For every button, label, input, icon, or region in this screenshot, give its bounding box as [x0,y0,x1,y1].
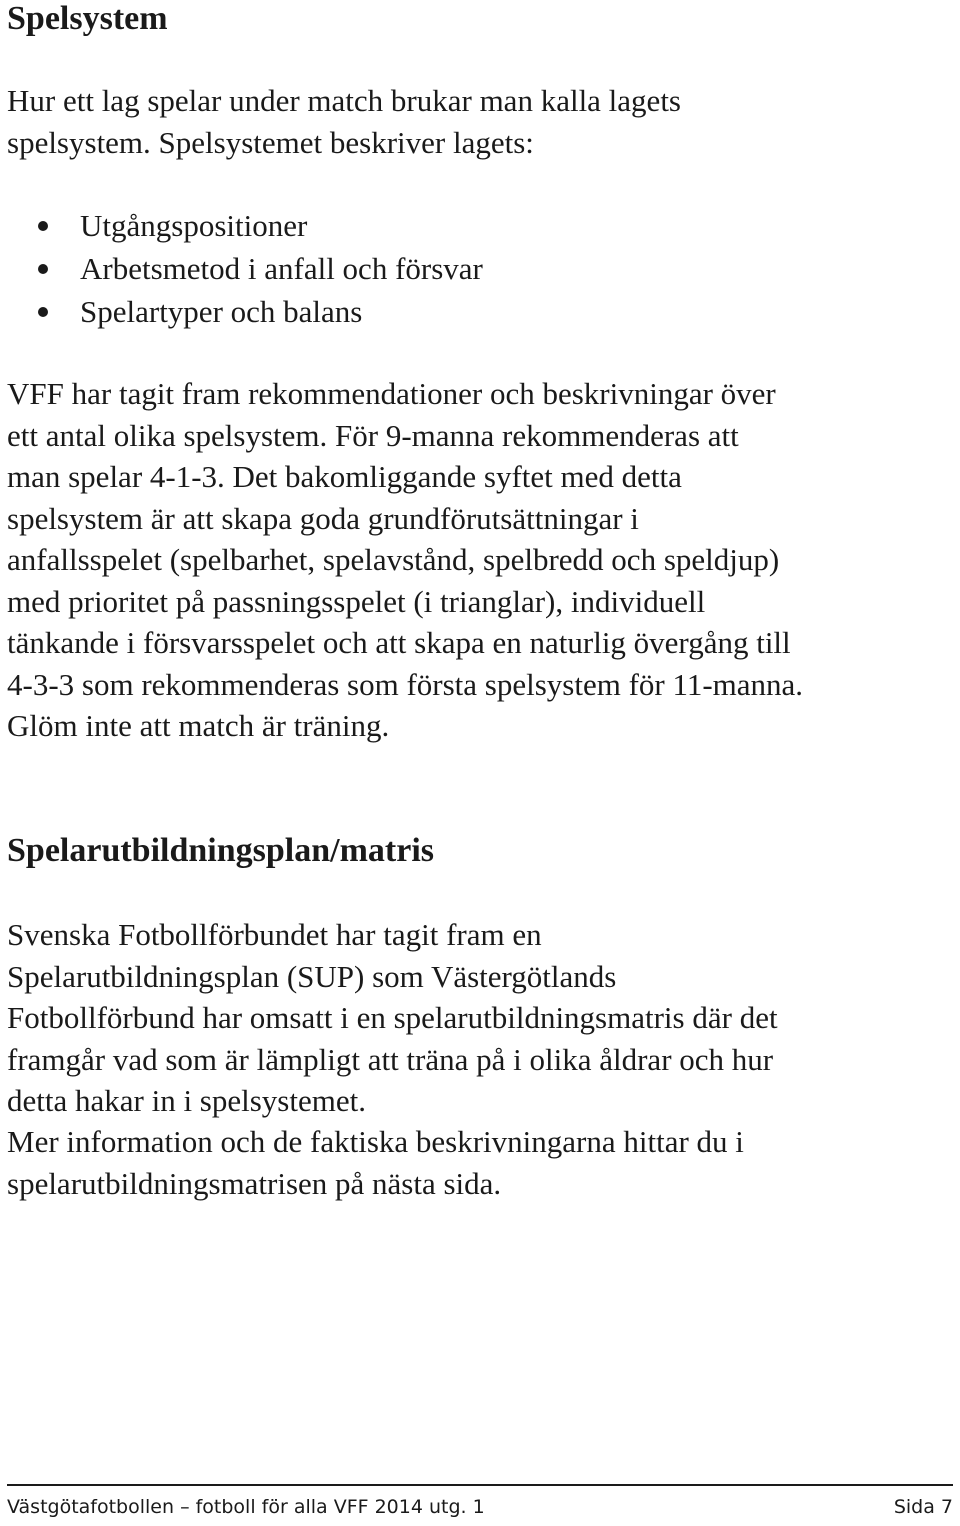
list-item [7,204,483,247]
text-line: tänkande i försvarsspelet och att skapa en naturlig övergång till [7,625,791,660]
list-item [7,290,483,333]
text-line: Fotbollförbund har omsatt i en spelarutbildningsmatris där det [7,1000,778,1035]
text-line: Spelarutbildningsplan (SUP) som Västergötlands [7,958,617,994]
text-line: Svenska Fotbollförbundet har tagit fram en [7,917,542,952]
bullet-icon [38,264,48,274]
text-line: Mer information och de faktiska beskrivningarna hittar du i [7,1124,744,1159]
section-heading-spelarutbildningsplan: Spelarutbildningsplan/matris [7,832,435,869]
list-item-text: Arbetsmetod i anfall och försvar [80,251,483,286]
footer-divider [7,1484,953,1486]
bullet-list [7,204,483,333]
text-line: man spelar 4-1-3. Det bakomliggande syftet med detta [7,459,682,494]
intro-paragraph [7,80,953,163]
list-item-text: Spelartyper och balans [80,294,363,329]
text-line: med prioritet på passningsspelet (i trianglar), individuell [7,583,706,619]
section-heading-spelsystem: Spelsystem [7,0,168,37]
text-line: Hur ett lag spelar under match brukar man kalla lagets [7,83,681,118]
list-item [7,247,483,290]
text-line: VFF har tagit fram rekommendationer och beskrivningar över [7,376,776,411]
list-item-text: Utgångspositioner [80,208,308,243]
text-line: anfallsspelet (spelbarhet, spelavstånd, spelbredd och speldjup) [7,542,780,577]
bullet-icon [38,307,48,317]
text-line: spelarutbildningsmatrisen på nästa sida. [7,1165,502,1201]
page-number: Sida 7 [893,1496,953,1518]
text-line: Glöm inte att match är träning. [7,708,390,743]
footer-publication: Västgötafotbollen – fotboll för alla VFF 2014 utg. 1 [7,1496,485,1518]
more-info-paragraph [7,1121,953,1204]
text-line: framgår vad som är lämpligt att träna på i olika åldrar och hur [7,1041,774,1077]
text-line: spelsystem. Spelsystemet beskriver lagets: [7,124,534,160]
bullet-icon [38,221,48,231]
text-line: spelsystem är att skapa goda grundförutsättningar i [7,500,639,536]
text-line: ett antal olika spelsystem. För 9-manna rekommenderas att [7,417,739,453]
body-paragraph [7,373,953,747]
sup-paragraph [7,914,953,1122]
text-line: 4-3-3 som rekommenderas som första spelsystem för 11-manna. [7,666,804,702]
text-line: detta hakar in i spelsystemet. [7,1083,366,1118]
